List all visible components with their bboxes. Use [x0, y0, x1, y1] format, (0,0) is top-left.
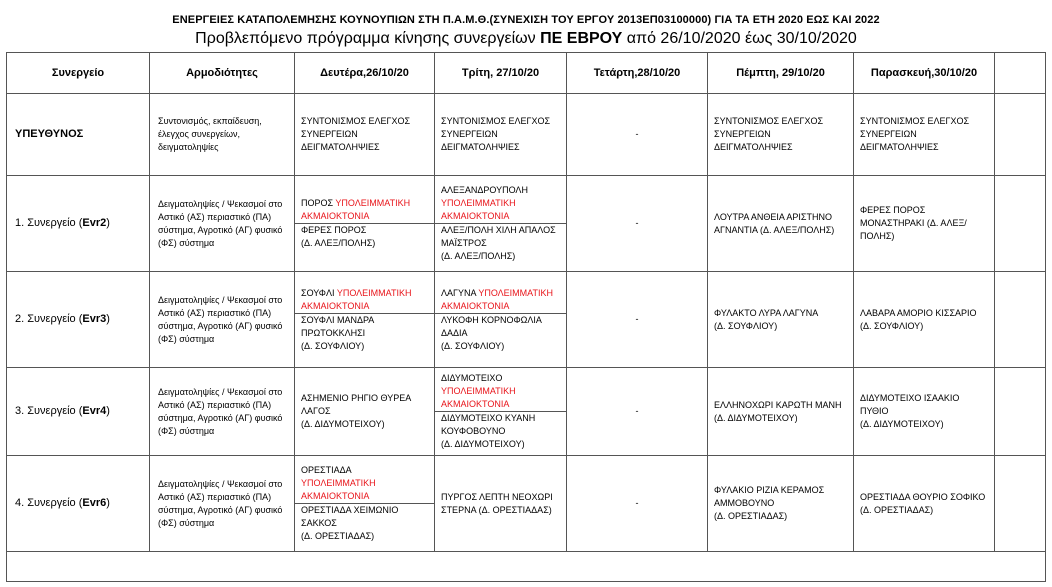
extra-cell	[995, 176, 1046, 272]
thursday-cell: ΣΥΝΤΟΝΙΣΜΟΣ ΕΛΕΓΧΟΣ ΣΥΝΕΡΓΕΙΩΝ ΔΕΙΓΜΑΤΟΛΗΨΙΕΣ	[708, 94, 854, 176]
col-header-friday: Παρασκευή,30/10/20	[854, 53, 995, 94]
schedule-table	[6, 52, 1046, 582]
extra-cell	[995, 272, 1046, 368]
monday-cell: ΟΡΕΣΤΙΑΔΑ ΥΠΟΛΕΙΜΜΑΤΙΚΗ ΑΚΜΑΙΟΚΤΟΝΙΑ ΟΡΕΣΤΙΑΔΑ ΧΕΙΜΩΝΙΟ ΣΑΚΚΟΣ (Δ. ΟΡΕΣΤΙΑΔΑΣ)	[295, 456, 435, 552]
col-header-monday: Δευτέρα,26/10/20	[295, 53, 435, 94]
team-name: 2. Συνεργείο (Evr3)	[7, 272, 150, 368]
duties-cell: Συντονισμός, εκπαίδευση, έλεγχος συνεργείων, δειγματοληψίες	[150, 94, 295, 176]
document-subtitle: Προβλεπόμενο πρόγραμμα κίνησης συνεργείων ΠΕ ΕΒΡΟΥ από 26/10/2020 έως 30/10/2020	[195, 30, 857, 47]
extra-cell	[995, 94, 1046, 176]
team-name: 1. Συνεργείο (Evr2)	[7, 176, 150, 272]
extra-cell	[995, 368, 1046, 456]
wednesday-cell: -	[567, 272, 708, 368]
monday-cell: ΣΥΝΤΟΝΙΣΜΟΣ ΕΛΕΓΧΟΣ ΣΥΝΕΡΓΕΙΩΝ ΔΕΙΓΜΑΤΟΛΗΨΙΕΣ	[295, 94, 435, 176]
tuesday-cell: ΛΑΓΥΝΑ ΥΠΟΛΕΙΜΜΑΤΙΚΗ ΑΚΜΑΙΟΚΤΟΝΙΑ ΛΥΚΟΦΗ ΚΟΡΝΟΦΩΛΙΑ ΔΑΔΙΑ (Δ. ΣΟΥΦΛΙΟΥ)	[435, 272, 567, 368]
friday-cell: ΟΡΕΣΤΙΑΔΑ ΘΟΥΡΙΟ ΣΟΦΙΚΟ (Δ. ΟΡΕΣΤΙΑΔΑΣ)	[854, 456, 995, 552]
document-title: ΕΝΕΡΓΕΙΕΣ ΚΑΤΑΠΟΛΕΜΗΣΗΣ ΚΟΥΝΟΥΠΙΩΝ ΣΤΗ Π.Α.Μ.Θ.(ΣΥΝΕΧΙΣΗ ΤΟΥ ΕΡΓΟΥ 2013ΕΠ03100000) ΓΙΑ ΤΑ ΕΤΗ 2020 ΕΩΣ ΚΑΙ 2022	[172, 14, 880, 26]
friday-cell: ΔΙΔΥΜΟΤΕΙΧΟ ΙΣΑΑΚΙΟ ΠΥΘΙΟ (Δ. ΔΙΔΥΜΟΤΕΙΧΟΥ)	[854, 368, 995, 456]
monday-cell: ΣΟΥΦΛΙ ΥΠΟΛΕΙΜΜΑΤΙΚΗ ΑΚΜΑΙΟΚΤΟΝΙΑ ΣΟΥΦΛΙ ΜΑΝΔΡΑ ΠΡΩΤΟΚΚΛΗΣΙ (Δ. ΣΟΥΦΛΙΟΥ)	[295, 272, 435, 368]
monday-cell: ΠΟΡΟΣ ΥΠΟΛΕΙΜΜΑΤΙΚΗ ΑΚΜΑΙΟΚΤΟΝΙΑ ΦΕΡΕΣ ΠΟΡΟΣ (Δ. ΑΛΕΞ/ΠΟΛΗΣ)	[295, 176, 435, 272]
header-row	[7, 53, 1046, 94]
team-name: 3. Συνεργείο (Evr4)	[7, 368, 150, 456]
table-row-responsible	[7, 94, 1046, 176]
col-header-tuesday: Τρίτη, 27/10/20	[435, 53, 567, 94]
col-header-wednesday: Τετάρτη,28/10/20	[567, 53, 708, 94]
empty-cell	[7, 552, 1046, 582]
table-row-team-1	[7, 176, 1046, 272]
col-header-duties: Αρμοδιότητες	[150, 53, 295, 94]
friday-cell: ΣΥΝΤΟΝΙΣΜΟΣ ΕΛΕΓΧΟΣ ΣΥΝΕΡΓΕΙΩΝ ΔΕΙΓΜΑΤΟΛΗΨΙΕΣ	[854, 94, 995, 176]
team-name: ΥΠΕΥΘΥΝΟΣ	[7, 94, 150, 176]
col-header-extra	[995, 53, 1046, 94]
wednesday-cell: -	[567, 456, 708, 552]
wednesday-cell: -	[567, 176, 708, 272]
tuesday-cell: ΠΥΡΓΟΣ ΛΕΠΤΗ ΝΕΟΧΩΡΙ ΣΤΕΡΝΑ (Δ. ΟΡΕΣΤΙΑΔΑΣ)	[435, 456, 567, 552]
monday-cell: ΑΣΗΜΕΝΙΟ ΡΗΓΙΟ ΘΥΡΕΑ ΛΑΓΟΣ (Δ. ΔΙΔΥΜΟΤΕΙΧΟΥ)	[295, 368, 435, 456]
thursday-cell: ΕΛΛΗΝΟΧΩΡΙ ΚΑΡΩΤΗ ΜΑΝΗ (Δ. ΔΙΔΥΜΟΤΕΙΧΟΥ)	[708, 368, 854, 456]
thursday-cell: ΦΥΛΑΚΤΟ ΛΥΡΑ ΛΑΓΥΝΑ (Δ. ΣΟΥΦΛΙΟΥ)	[708, 272, 854, 368]
tuesday-cell: ΔΙΔΥΜΟΤΕΙΧΟ ΥΠΟΛΕΙΜΜΑΤΙΚΗ ΑΚΜΑΙΟΚΤΟΝΙΑ ΔΙΔΥΜΟΤΕΙΧΟ ΚΥΑΝΗ ΚΟΥΦΟΒΟΥΝΟ (Δ. ΔΙΔΥΜΟΤΕΙΧΟΥ)	[435, 368, 567, 456]
col-header-team: Συνεργείο	[7, 53, 150, 94]
duties-cell: Δειγματοληψίες / Ψεκασμοί στο Αστικό (ΑΣ) περιαστικό (ΠΑ) σύστημα, Αγροτικό (ΑΓ) φυσικό (ΦΣ) σύστημα	[150, 368, 295, 456]
extra-cell	[995, 456, 1046, 552]
duties-cell: Δειγματοληψίες / Ψεκασμοί στο Αστικό (ΑΣ) περιαστικό (ΠΑ) σύστημα, Αγροτικό (ΑΓ) φυσικό (ΦΣ) σύστημα	[150, 176, 295, 272]
tuesday-cell: ΑΛΕΞΑΝΔΡΟΥΠΟΛΗ ΥΠΟΛΕΙΜΜΑΤΙΚΗ ΑΚΜΑΙΟΚΤΟΝΙΑ ΑΛΕΞ/ΠΟΛΗ ΧΙΛΗ ΑΠΑΛΟΣ ΜΑΪΣΤΡΟΣ (Δ. ΑΛΕΞ/ΠΟΛΗΣ)	[435, 176, 567, 272]
thursday-cell: ΦΥΛΑΚΙΟ ΡΙΖΙΑ ΚΕΡΑΜΟΣ ΑΜΜΟΒΟΥΝΟ (Δ. ΟΡΕΣΤΙΑΔΑΣ)	[708, 456, 854, 552]
region-label: ΠΕ ΕΒΡΟΥ	[540, 30, 623, 47]
wednesday-cell: -	[567, 94, 708, 176]
table-row-empty	[7, 552, 1046, 582]
wednesday-cell: -	[567, 368, 708, 456]
friday-cell: ΛΑΒΑΡΑ ΑΜΟΡΙΟ ΚΙΣΣΑΡΙΟ (Δ. ΣΟΥΦΛΙΟΥ)	[854, 272, 995, 368]
duties-cell: Δειγματοληψίες / Ψεκασμοί στο Αστικό (ΑΣ) περιαστικό (ΠΑ) σύστημα, Αγροτικό (ΑΓ) φυσικό (ΦΣ) σύστημα	[150, 456, 295, 552]
tuesday-cell: ΣΥΝΤΟΝΙΣΜΟΣ ΕΛΕΓΧΟΣ ΣΥΝΕΡΓΕΙΩΝ ΔΕΙΓΜΑΤΟΛΗΨΙΕΣ	[435, 94, 567, 176]
col-header-thursday: Πέμπτη, 29/10/20	[708, 53, 854, 94]
duties-cell: Δειγματοληψίες / Ψεκασμοί στο Αστικό (ΑΣ) περιαστικό (ΠΑ) σύστημα, Αγροτικό (ΑΓ) φυσικό (ΦΣ) σύστημα	[150, 272, 295, 368]
thursday-cell: ΛΟΥΤΡΑ ΑΝΘΕΙΑ ΑΡΙΣΤΗΝΟ ΑΓΝΑΝΤΙΑ (Δ. ΑΛΕΞ/ΠΟΛΗΣ)	[708, 176, 854, 272]
team-name: 4. Συνεργείο (Evr6)	[7, 456, 150, 552]
table-row-team-4	[7, 456, 1046, 552]
friday-cell: ΦΕΡΕΣ ΠΟΡΟΣ ΜΟΝΑΣΤΗΡΑΚΙ (Δ. ΑΛΕΞ/ΠΟΛΗΣ)	[854, 176, 995, 272]
table-row-team-3	[7, 368, 1046, 456]
table-row-team-2	[7, 272, 1046, 368]
